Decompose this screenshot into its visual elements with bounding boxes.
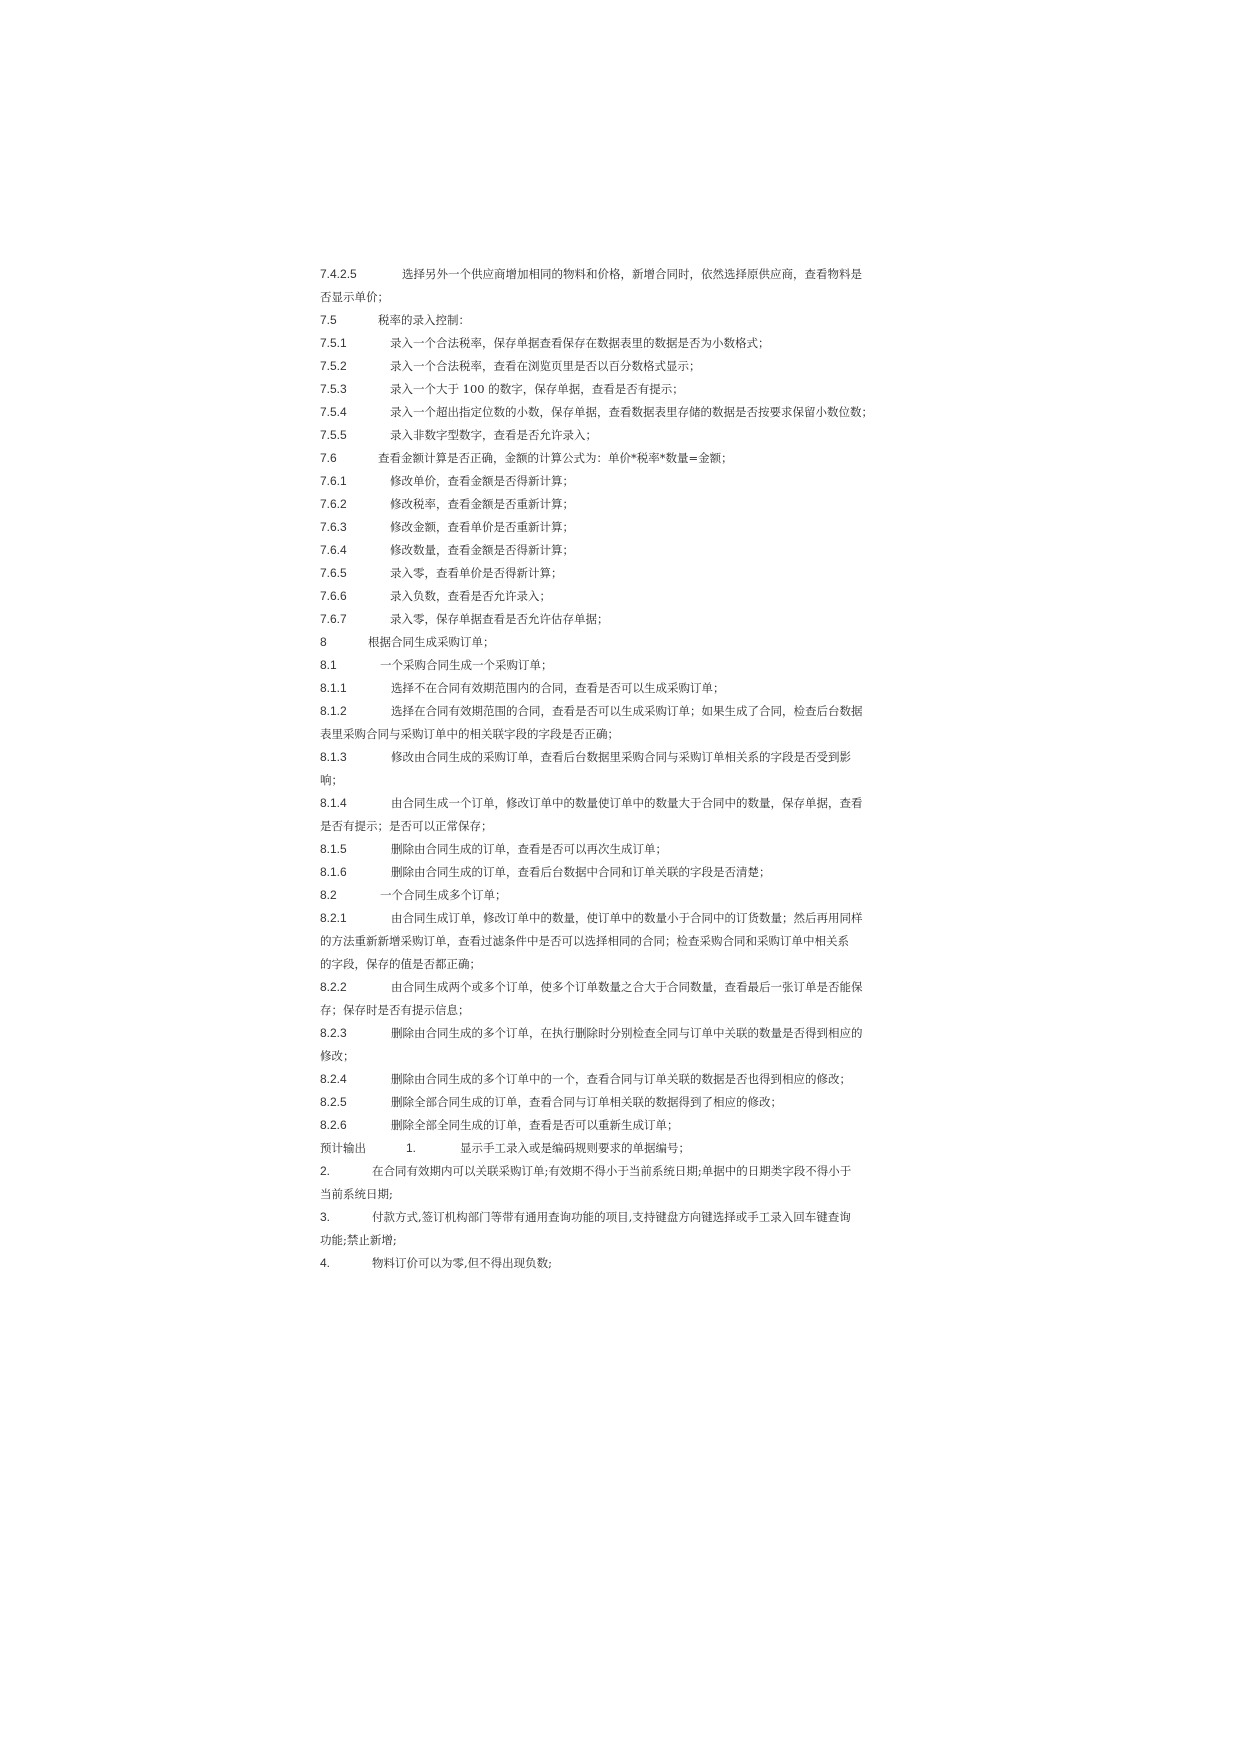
section-number: 8.2.5 <box>320 1095 347 1109</box>
output-item-text: 显示手工录入或是编码规则要求的单据编号； <box>460 1141 690 1155</box>
section-text: 录入零，保存单据查看是否允许估存单据； <box>390 612 609 626</box>
section-line <box>320 884 922 907</box>
section-number: 7.6.7 <box>320 612 347 626</box>
section-text: 录入非数字型数字，查看是否允许录入； <box>390 428 597 442</box>
section-text: 选择在合同有效期范围的合同，查看是否可以生成采购订单；如果生成了合同，检查后台数据 <box>391 704 863 718</box>
section-text: 选择不在合同有效期范围内的合同，查看是否可以生成采购订单； <box>391 681 725 695</box>
section-number: 8.2.3 <box>320 1026 347 1040</box>
section-line <box>320 1068 922 1091</box>
section-line <box>320 401 922 424</box>
section-number: 8.1.1 <box>320 681 347 695</box>
continuation-line <box>320 769 922 792</box>
section-line <box>320 838 922 861</box>
output-item-text: 付款方式,签订机构部门等带有通用查询功能的项目,支持键盘方向键选择或手工录入回车键查询 <box>372 1210 851 1224</box>
continuation-text: 修改； <box>320 1049 355 1063</box>
expected-output-label: 预计输出 <box>320 1141 366 1155</box>
section-text: 录入一个合法税率，查看在浏览页里是否以百分数格式显示； <box>390 359 701 373</box>
section-number: 7.5.4 <box>320 405 347 419</box>
continuation-line <box>320 1229 922 1252</box>
section-line <box>320 907 922 930</box>
section-number: 7.5.2 <box>320 359 347 373</box>
section-number: 7.5 <box>320 313 337 327</box>
section-number: 8.1.6 <box>320 865 347 879</box>
section-line <box>320 263 922 286</box>
continuation-line <box>320 1045 922 1068</box>
section-number: 7.5.1 <box>320 336 347 350</box>
continuation-line <box>320 930 922 953</box>
section-line <box>320 792 922 815</box>
section-line <box>320 424 922 447</box>
output-item-number: 4. <box>320 1256 331 1270</box>
section-line <box>320 700 922 723</box>
section-text: 录入一个大于 100 的数字，保存单据，查看是否有提示； <box>390 382 684 396</box>
section-text: 一个合同生成多个订单； <box>380 888 507 902</box>
section-number: 8.1.5 <box>320 842 347 856</box>
continuation-line <box>320 953 922 976</box>
continuation-text: 功能;禁止新增; <box>320 1233 397 1247</box>
section-text: 录入零，查看单价是否得新计算； <box>390 566 563 580</box>
continuation-line <box>320 723 922 746</box>
section-number: 7.5.5 <box>320 428 347 442</box>
continuation-text: 响； <box>320 773 343 787</box>
output-item-number: 1. <box>406 1141 417 1155</box>
section-line <box>320 1022 922 1045</box>
section-line <box>320 539 922 562</box>
section-text: 录入一个超出指定位数的小数，保存单据，查看数据表里存储的数据是否按要求保留小数位数； <box>390 405 873 419</box>
section-text: 由合同生成订单，修改订单中的数量，使订单中的数量小于合同中的订货数量；然后再用同样 <box>391 911 863 925</box>
section-text: 删除由合同生成的多个订单，在执行删除时分别检查全同与订单中关联的数量是否得到相应的 <box>391 1026 863 1040</box>
section-number: 7.6 <box>320 451 337 465</box>
section-line <box>320 378 922 401</box>
section-number: 7.5.3 <box>320 382 347 396</box>
continuation-text: 当前系统日期; <box>320 1187 393 1201</box>
section-line <box>320 332 922 355</box>
output-item-number: 2. <box>320 1164 331 1178</box>
section-number: 7.6.3 <box>320 520 347 534</box>
section-number: 7.6.2 <box>320 497 347 511</box>
section-line <box>320 861 922 884</box>
continuation-text: 的字段，保存的值是否都正确； <box>320 957 481 971</box>
document-body <box>320 263 922 1275</box>
continuation-text: 存；保存时是否有提示信息； <box>320 1003 470 1017</box>
section-line <box>320 355 922 378</box>
section-text: 由合同生成一个订单，修改订单中的数量使订单中的数量大于合同中的数量，保存单据，查看 <box>391 796 863 810</box>
section-line <box>320 677 922 700</box>
section-line <box>320 746 922 769</box>
continuation-line <box>320 1183 922 1206</box>
section-text: 录入一个合法税率，保存单据查看保存在数据表里的数据是否为小数格式； <box>390 336 770 350</box>
section-number: 8.1.3 <box>320 750 347 764</box>
continuation-text: 的方法重新新增采购订单，查看过滤条件中是否可以选择相同的合同；检查采购合同和采购订单中相关系 <box>320 934 849 948</box>
section-text: 删除由合同生成的订单，查看是否可以再次生成订单； <box>391 842 667 856</box>
section-number: 8.2.4 <box>320 1072 347 1086</box>
section-text: 修改税率，查看金额是否重新计算； <box>390 497 574 511</box>
expected-output-line <box>320 1137 922 1160</box>
section-line <box>320 447 922 470</box>
continuation-text: 是否有提示；是否可以正常保存； <box>320 819 493 833</box>
section-number: 8.2.1 <box>320 911 347 925</box>
section-text: 由合同生成两个或多个订单，使多个订单数量之合大于合同数量，查看最后一张订单是否能保 <box>391 980 863 994</box>
section-number: 7.4.2.5 <box>320 267 357 281</box>
section-line <box>320 654 922 677</box>
section-text: 删除全部全同生成的订单，查看是否可以重新生成订单； <box>391 1118 679 1132</box>
section-number: 8.1.2 <box>320 704 347 718</box>
output-item-line <box>320 1252 922 1275</box>
output-item-number: 3. <box>320 1210 331 1224</box>
section-number: 8.1.4 <box>320 796 347 810</box>
section-line <box>320 493 922 516</box>
section-line <box>320 1114 922 1137</box>
section-number: 8.2.2 <box>320 980 347 994</box>
section-number: 7.6.6 <box>320 589 347 603</box>
continuation-line <box>320 815 922 838</box>
section-text: 查看金额计算是否正确，金额的计算公式为：单价*税率*数量=金额； <box>378 451 733 465</box>
continuation-text: 否显示单价； <box>320 290 389 304</box>
section-text: 修改数量，查看金额是否得新计算； <box>390 543 574 557</box>
section-text: 修改由合同生成的采购订单，查看后台数据里采购合同与采购订单相关系的字段是否受到影 <box>391 750 851 764</box>
continuation-line <box>320 286 922 309</box>
section-line <box>320 976 922 999</box>
output-item-line <box>320 1160 922 1183</box>
section-number: 8.2 <box>320 888 337 902</box>
output-item-line <box>320 1206 922 1229</box>
output-item-text: 物料订价可以为零,但不得出现负数; <box>372 1256 553 1270</box>
section-number: 8.1 <box>320 658 337 672</box>
section-text: 选择另外一个供应商增加相同的物料和价格，新增合同时，依然选择原供应商，查看物料是 <box>402 267 862 281</box>
section-text: 录入负数，查看是否允许录入； <box>390 589 551 603</box>
section-line <box>320 1091 922 1114</box>
section-number: 8 <box>320 635 327 649</box>
section-text: 税率的录入控制： <box>378 313 470 327</box>
section-line <box>320 309 922 332</box>
section-line <box>320 562 922 585</box>
section-text: 删除全部合同生成的订单，查看合同与订单相关联的数据得到了相应的修改； <box>391 1095 782 1109</box>
section-number: 8.2.6 <box>320 1118 347 1132</box>
section-number: 7.6.1 <box>320 474 347 488</box>
section-line <box>320 470 922 493</box>
section-line <box>320 585 922 608</box>
section-text: 根据合同生成采购订单； <box>368 635 495 649</box>
section-line <box>320 631 922 654</box>
section-text: 删除由合同生成的多个订单中的一个，查看合同与订单关联的数据是否也得到相应的修改； <box>391 1072 851 1086</box>
section-text: 修改金额，查看单价是否重新计算； <box>390 520 574 534</box>
section-line <box>320 608 922 631</box>
section-text: 修改单价，查看金额是否得新计算； <box>390 474 574 488</box>
continuation-line <box>320 999 922 1022</box>
section-text: 一个采购合同生成一个采购订单； <box>380 658 553 672</box>
section-line <box>320 516 922 539</box>
section-number: 7.6.4 <box>320 543 347 557</box>
continuation-text: 表里采购合同与采购订单中的相关联字段的字段是否正确； <box>320 727 619 741</box>
section-number: 7.6.5 <box>320 566 347 580</box>
section-text: 删除由合同生成的订单，查看后台数据中合同和订单关联的字段是否清楚； <box>391 865 771 879</box>
output-item-text: 在合同有效期内可以关联采购订单;有效期不得小于当前系统日期;单据中的日期类字段不得小于 <box>372 1164 852 1178</box>
